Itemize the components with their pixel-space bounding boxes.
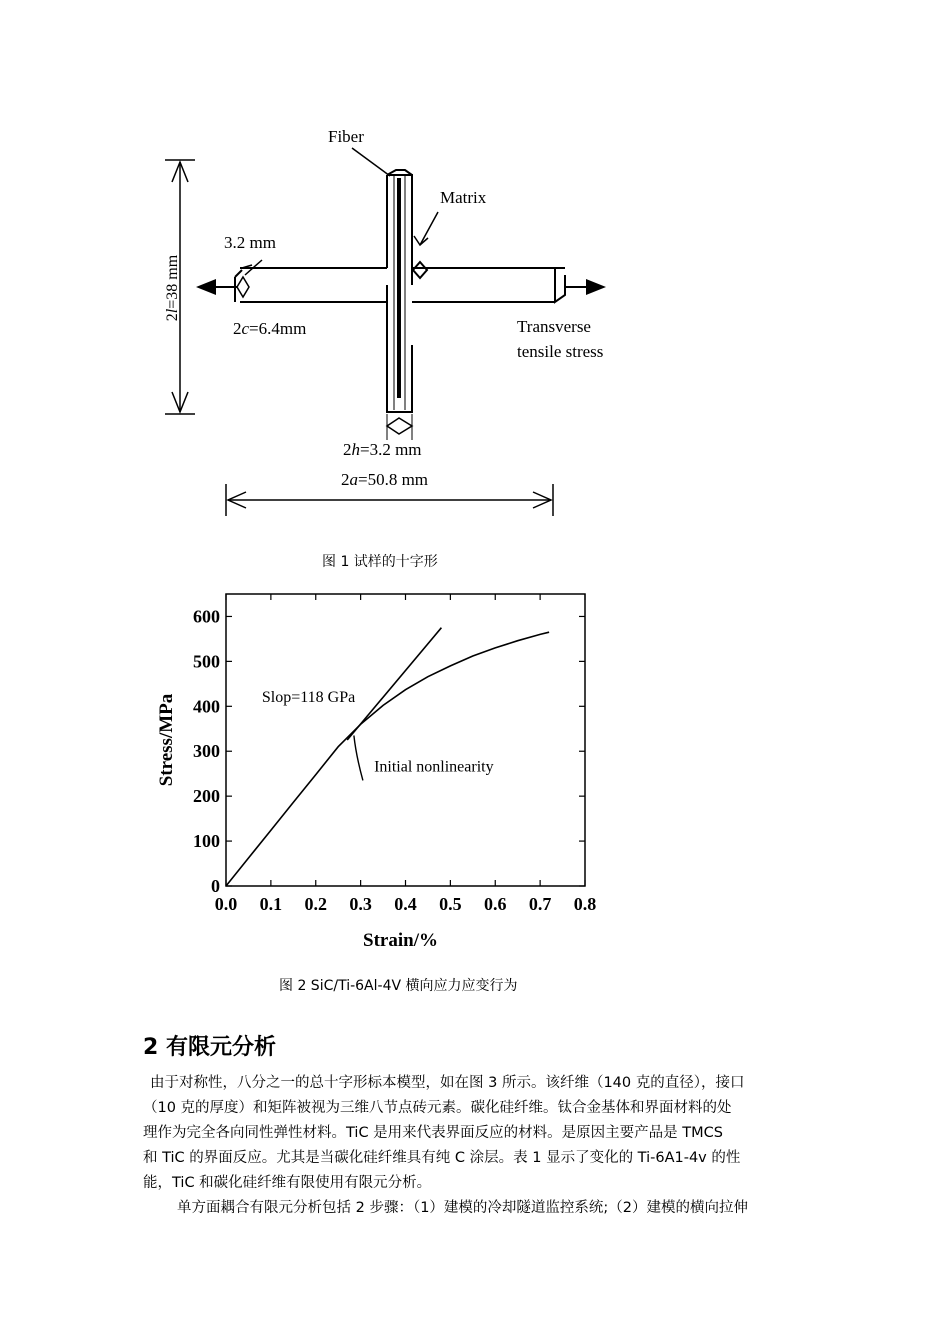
y-tick-label: 0 (211, 876, 220, 896)
y-axis-label: Stress/MPa (156, 693, 177, 787)
x-tick-label: 0.7 (528, 894, 552, 914)
y-tick-label: 400 (193, 696, 220, 717)
paragraph-line: 单方面耦合有限元分析包括 2 步骤：（1）建模的冷却隧道监控系统;（2）建模的横向拉伸 (177, 1200, 749, 1216)
annotation-leader (354, 736, 363, 781)
paragraph-line: 和 TiC 的界面反应。尤其是当碳化硅纤维具有纯 C 涂层。表 1 显示了变化的 Ti-6A1-4v 的性 (143, 1150, 741, 1166)
x-tick-label: 0.3 (349, 894, 372, 914)
label-2c: 2c=6.4mm (233, 319, 307, 338)
annotation-2: Initial nonlinearity (374, 758, 494, 776)
x-tick-label: 0.4 (394, 894, 417, 914)
x-tick-label: 0.2 (304, 894, 327, 914)
label-thickness: 3.2 mm (224, 233, 276, 252)
label-stress-line1: Transverse (517, 317, 591, 336)
x-tick-label: 0.0 (214, 894, 238, 914)
series-line-2 (347, 628, 441, 740)
label-fiber: Fiber (328, 127, 364, 146)
plot-frame (226, 594, 585, 886)
section-paragraph-2 (143, 1196, 807, 1221)
section-heading: 2 有限元分析 (143, 1035, 276, 1060)
label-2a: 2a=50.8 mm (341, 470, 429, 489)
annotation-1: Slop=118 GPa (261, 688, 356, 706)
chart-series (226, 628, 549, 886)
y-tick-label: 600 (193, 606, 220, 627)
section-paragraph-1 (143, 1071, 807, 1196)
x-tick-label: 0.1 (259, 894, 283, 914)
figure2-caption: 图 2 SiC/Ti-6Al-4V 横向应力应变行为 (279, 978, 518, 994)
chart-ticks (193, 594, 596, 914)
label-matrix: Matrix (440, 188, 487, 207)
paragraph-line: 由于对称性，八分之一的总十字形标本模型，如在图 3 所示。该纤维（140 克的直径），接口 (150, 1075, 745, 1091)
x-axis-label: Strain/% (363, 930, 438, 951)
y-tick-label: 100 (193, 831, 220, 852)
x-tick-label: 0.5 (439, 894, 462, 914)
y-tick-label: 200 (193, 786, 220, 807)
label-2l: 2l=38 mm (164, 254, 181, 322)
label-2h: 2h=3.2 mm (343, 440, 422, 459)
x-tick-label: 0.8 (573, 894, 597, 914)
paragraph-line: （10 克的厚度）和矩阵被视为三维八节点砖元素。碳化硅纤维。钛合金基体和界面材料的处 (143, 1100, 732, 1116)
paragraph-line: 能，TiC 和碳化硅纤维有限使用有限元分析。 (143, 1175, 432, 1191)
paragraph-line: 理作为完全各向同性弹性材料。TiC 是用来代表界面反应的材料。是原因主要产品是 TMCS (143, 1125, 723, 1141)
y-tick-label: 300 (193, 741, 220, 762)
y-tick-label: 500 (193, 651, 220, 672)
x-tick-label: 0.6 (484, 894, 507, 914)
figure1-caption: 图 1 试样的十字形 (322, 554, 438, 570)
label-stress-line2: tensile stress (517, 342, 604, 361)
